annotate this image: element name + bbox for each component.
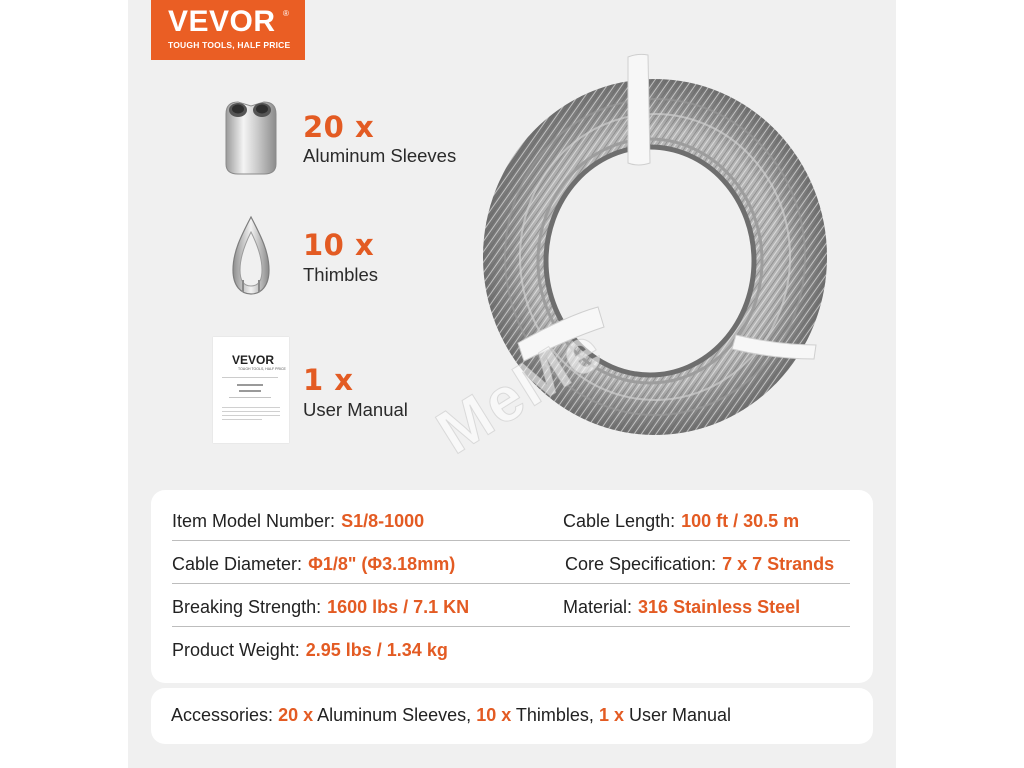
logo-registered-mark: ® bbox=[283, 9, 289, 18]
spec-diameter-value: Φ1/8" (Φ3.18mm) bbox=[308, 554, 456, 574]
accessories-qty-thimbles: 10 x bbox=[476, 705, 512, 725]
manual-label: User Manual bbox=[303, 399, 408, 420]
sleeves-label: Aluminum Sleeves bbox=[303, 145, 457, 166]
spec-core-label: Core Specification: bbox=[565, 554, 717, 574]
manual-logo: VEVOR bbox=[232, 353, 275, 367]
spec-length bbox=[563, 511, 799, 532]
spec-strength-value: 1600 lbs / 7.1 KN bbox=[327, 597, 470, 617]
accessories-summary bbox=[171, 705, 731, 726]
accessories-item-thimbles: Thimbles, bbox=[511, 705, 599, 725]
user-manual-icon bbox=[213, 337, 289, 443]
accessories-label: Accessories: bbox=[171, 705, 274, 725]
spec-material bbox=[563, 597, 800, 618]
spec-core-value: 7 x 7 Strands bbox=[722, 554, 835, 574]
spec-weight-value: 2.95 lbs / 1.34 kg bbox=[305, 640, 448, 660]
vevor-logo bbox=[151, 0, 305, 60]
spec-model-label: Item Model Number: bbox=[172, 511, 336, 531]
accessories-qty-manual: 1 x bbox=[598, 705, 624, 725]
divider bbox=[172, 583, 850, 584]
accessories-qty-sleeves: 20 x bbox=[278, 705, 314, 725]
spec-strength bbox=[172, 597, 469, 618]
thimbles-label: Thimbles bbox=[303, 264, 379, 285]
spec-model bbox=[172, 511, 424, 532]
spec-strength-label: Breaking Strength: bbox=[172, 597, 322, 617]
spec-diameter bbox=[172, 554, 455, 575]
spec-length-value: 100 ft / 30.5 m bbox=[681, 511, 800, 531]
spec-model-value: S1/8-1000 bbox=[341, 511, 425, 531]
accessories-item-manual: User Manual bbox=[623, 705, 732, 725]
manual-tagline: TOUGH TOOLS, HALF PRICE bbox=[238, 367, 286, 371]
spec-weight-label: Product Weight: bbox=[172, 640, 300, 660]
aluminum-sleeve-icon bbox=[222, 96, 280, 176]
spec-material-label: Material: bbox=[563, 597, 633, 617]
spec-diameter-label: Cable Diameter: bbox=[172, 554, 303, 574]
thimbles-quantity: 10 x bbox=[303, 228, 375, 262]
manual-quantity: 1 x bbox=[303, 363, 354, 397]
spec-length-label: Cable Length: bbox=[563, 511, 676, 531]
spec-weight bbox=[172, 640, 448, 661]
accessories-item-sleeves: Aluminum Sleeves, bbox=[313, 705, 477, 725]
divider bbox=[172, 540, 850, 541]
logo-wordmark: VEVOR bbox=[168, 5, 276, 38]
thimble-icon bbox=[229, 214, 273, 296]
spec-material-value: 316 Stainless Steel bbox=[638, 597, 801, 617]
watermark: MeMe bbox=[425, 313, 615, 468]
logo-tagline: TOUGH TOOLS, HALF PRICE bbox=[168, 40, 291, 50]
sleeves-quantity: 20 x bbox=[303, 110, 375, 144]
divider bbox=[172, 626, 850, 627]
spec-core bbox=[565, 554, 834, 575]
